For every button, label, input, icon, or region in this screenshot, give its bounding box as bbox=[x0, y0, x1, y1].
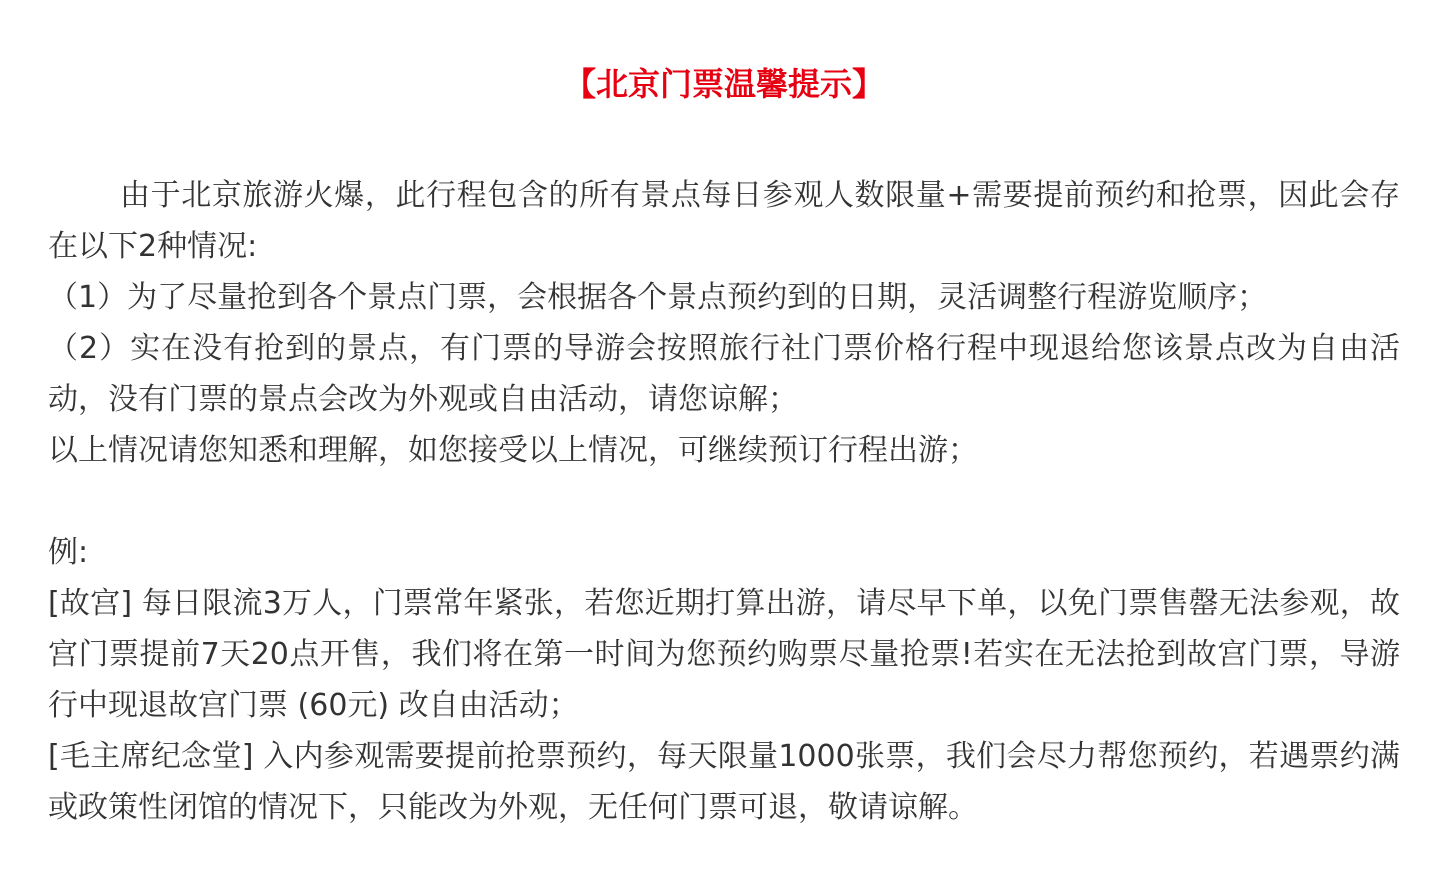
case-item-2: （2）实在没有抢到的景点，有门票的导游会按照旅行社门票价格行程中现退给您该景点改为自由活动，没有门票的景点会改为外观或自由活动，请您谅解； bbox=[48, 331, 1400, 417]
example-label: 例: bbox=[48, 535, 89, 570]
case-item-1: （1）为了尽量抢到各个景点门票，会根据各个景点预约到的日期，灵活调整行程游览顺序； bbox=[48, 280, 1268, 315]
intro-paragraph: 由于北京旅游火爆，此行程包含的所有景点每日参观人数限量+需要提前预约和抢票，因此会存在以下2种情况: bbox=[48, 178, 1400, 264]
example-item-mausoleum: [毛主席纪念堂] 入内参观需要提前抢票预约，每天限量1000张票，我们会尽力帮您预约，若遇票约满或政策性闭馆的情况下，只能改为外观，无任何门票可退，敬请谅解。 bbox=[48, 739, 1400, 825]
notice-document bbox=[48, 0, 1400, 833]
example-item-forbidden-city: [故宫] 每日限流3万人，门票常年紧张，若您近期打算出游，请尽早下单，以免门票售罄无法参观，故宫门票提前7天20点开售，我们将在第一时间为您预约购票尽量抢票!若实在无法抢到故宫门票，导游行中现退故宫门票 (60元) 改自由活动； bbox=[48, 586, 1400, 723]
spacer bbox=[48, 476, 1400, 527]
closing-paragraph: 以上情况请您知悉和理解，如您接受以上情况，可继续预订行程出游； bbox=[48, 433, 978, 468]
notice-body bbox=[48, 170, 1400, 833]
notice-title: 【北京门票温馨提示】 bbox=[563, 65, 884, 103]
